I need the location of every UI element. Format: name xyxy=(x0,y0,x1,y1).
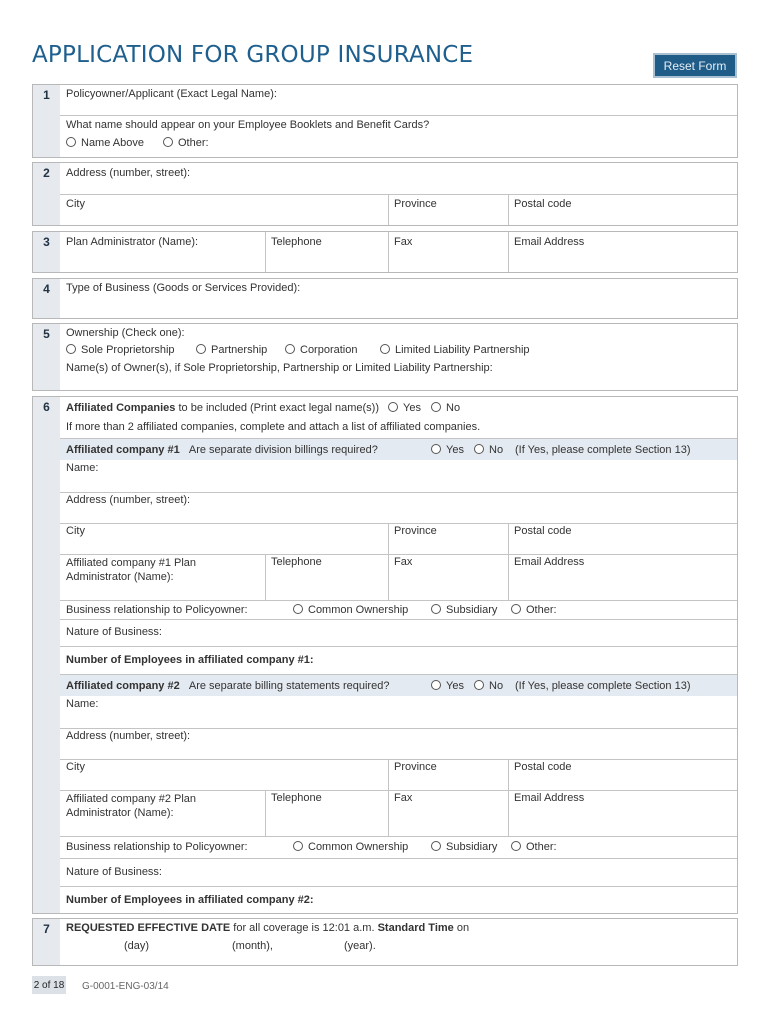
page-number: 2 of 18 xyxy=(32,976,66,994)
section-number: 6 xyxy=(43,400,50,414)
affiliated-companies-heading: Affiliated Companies xyxy=(66,402,176,414)
policyowner-name-field[interactable]: Policyowner/Applicant (Exact Legal Name): xyxy=(66,88,277,100)
company2-telephone-field[interactable]: Telephone xyxy=(271,792,322,804)
company2-email-field[interactable]: Email Address xyxy=(514,792,585,804)
section-2 xyxy=(32,162,738,226)
company1-common-ownership-radio[interactable] xyxy=(293,604,303,614)
fax-field[interactable]: Fax xyxy=(394,236,413,248)
company2-no-radio[interactable] xyxy=(474,680,484,690)
page-title: APPLICATION FOR GROUP INSURANCE xyxy=(32,42,474,68)
affiliated-companies-text: to be included (Print exact legal name(s)) xyxy=(178,402,380,414)
sole-proprietorship-label: Sole Proprietorship xyxy=(81,344,175,356)
company2-nature-field[interactable]: Nature of Business: xyxy=(66,866,162,878)
telephone-field[interactable]: Telephone xyxy=(271,236,322,248)
company2-fax-field[interactable]: Fax xyxy=(394,792,413,804)
affiliated-yes-radio[interactable] xyxy=(388,402,398,412)
section-number: 2 xyxy=(43,166,50,180)
section-7 xyxy=(32,918,738,966)
affiliated-yes-label: Yes xyxy=(403,402,421,414)
company1-admin-label[interactable]: Affiliated company #1 Plan Administrator (Name): xyxy=(66,557,197,583)
company2-name-field[interactable]: Name: xyxy=(66,698,99,710)
company1-subsidiary-radio[interactable] xyxy=(431,604,441,614)
company1-relationship-label: Business relationship to Policyowner: xyxy=(66,604,248,616)
section-3 xyxy=(32,231,738,273)
company2-common-ownership-label: Common Ownership xyxy=(308,841,409,853)
company2-subsidiary-label: Subsidiary xyxy=(446,841,498,853)
sole-proprietorship-radio[interactable] xyxy=(66,344,76,354)
booklet-name-question: What name should appear on your Employee Booklets and Benefit Cards? xyxy=(66,119,430,131)
llp-label: Limited Liability Partnership xyxy=(395,344,530,356)
company1-yes-label: Yes xyxy=(446,444,464,456)
section-number: 7 xyxy=(43,922,50,936)
company2-other-radio[interactable] xyxy=(511,841,521,851)
month-field[interactable]: (month), xyxy=(232,940,273,952)
section-number: 1 xyxy=(43,88,50,102)
company1-city-field[interactable]: City xyxy=(66,525,85,537)
name-above-radio[interactable] xyxy=(66,137,76,147)
owner-names-field[interactable]: Name(s) of Owner(s), if Sole Proprietorship, Partnership or Limited Liability Partnership: xyxy=(66,362,493,374)
company2-subsidiary-radio[interactable] xyxy=(431,841,441,851)
company1-other-label: Other: xyxy=(526,604,557,616)
corporation-radio[interactable] xyxy=(285,344,295,354)
effective-date-heading: REQUESTED EFFECTIVE DATE xyxy=(66,922,231,934)
type-of-business-field[interactable]: Type of Business (Goods or Services Provided): xyxy=(66,282,301,294)
section-number: 3 xyxy=(43,235,50,249)
partnership-label: Partnership xyxy=(211,344,268,356)
affiliated-no-label: No xyxy=(446,402,461,414)
company2-relationship-label: Business relationship to Policyowner: xyxy=(66,841,248,853)
other-name-radio[interactable] xyxy=(163,137,173,147)
corporation-label: Corporation xyxy=(300,344,358,356)
city-field[interactable]: City xyxy=(66,198,85,210)
effective-date-on: on xyxy=(456,922,470,934)
year-field[interactable]: (year). xyxy=(344,940,376,952)
company1-no-radio[interactable] xyxy=(474,444,484,454)
company2-section13-note: (If Yes, please complete Section 13) xyxy=(515,680,691,692)
company1-other-radio[interactable] xyxy=(511,604,521,614)
ownership-label: Ownership (Check one): xyxy=(66,327,185,339)
section-number: 5 xyxy=(43,327,50,341)
partnership-radio[interactable] xyxy=(196,344,206,354)
company2-heading: Affiliated company #2 xyxy=(66,680,180,692)
other-name-label: Other: xyxy=(178,137,209,149)
company2-postal-field[interactable]: Postal code xyxy=(514,761,572,773)
company1-billing-question: Are separate division billings required? xyxy=(188,444,378,456)
company2-admin-label[interactable]: Affiliated company #2 Plan Administrator (Name): xyxy=(66,793,197,819)
form-code: G-0001-ENG-03/14 xyxy=(82,981,169,992)
company1-fax-field[interactable]: Fax xyxy=(394,556,413,568)
name-above-label: Name Above xyxy=(81,137,144,149)
address-field[interactable]: Address (number, street): xyxy=(66,167,191,179)
llp-radio[interactable] xyxy=(380,344,390,354)
company2-billing-question: Are separate billing statements required? xyxy=(188,680,390,692)
province-field[interactable]: Province xyxy=(394,198,437,210)
company2-yes-radio[interactable] xyxy=(431,680,441,690)
company1-province-field[interactable]: Province xyxy=(394,525,437,537)
section-number: 4 xyxy=(43,282,50,296)
company2-address-field[interactable]: Address (number, street): xyxy=(66,730,191,742)
company2-other-label: Other: xyxy=(526,841,557,853)
company1-common-ownership-label: Common Ownership xyxy=(308,604,409,616)
section-1 xyxy=(32,84,738,158)
more-than-two-note: If more than 2 affiliated companies, complete and attach a list of affiliated companies. xyxy=(66,421,481,433)
company1-address-field[interactable]: Address (number, street): xyxy=(66,494,191,506)
company1-no-label: No xyxy=(489,444,504,456)
section-6 xyxy=(32,396,738,914)
company1-employees-field[interactable]: Number of Employees in affiliated company #1: xyxy=(66,654,314,666)
company2-employees-field[interactable]: Number of Employees in affiliated company #2: xyxy=(66,894,314,906)
company1-email-field[interactable]: Email Address xyxy=(514,556,585,568)
plan-administrator-field[interactable]: Plan Administrator (Name): xyxy=(66,236,199,248)
company2-no-label: No xyxy=(489,680,504,692)
company1-section13-note: (If Yes, please complete Section 13) xyxy=(515,444,691,456)
company1-name-field[interactable]: Name: xyxy=(66,462,99,474)
company1-postal-field[interactable]: Postal code xyxy=(514,525,572,537)
section-4 xyxy=(32,278,738,319)
company2-common-ownership-radio[interactable] xyxy=(293,841,303,851)
email-field[interactable]: Email Address xyxy=(514,236,585,248)
company2-yes-label: Yes xyxy=(446,680,464,692)
company1-telephone-field[interactable]: Telephone xyxy=(271,556,322,568)
company1-heading: Affiliated company #1 xyxy=(66,444,180,456)
affiliated-no-radio[interactable] xyxy=(431,402,441,412)
company1-yes-radio[interactable] xyxy=(431,444,441,454)
postal-code-field[interactable]: Postal code xyxy=(514,198,572,210)
company1-nature-field[interactable]: Nature of Business: xyxy=(66,626,162,638)
reset-form-button[interactable]: Reset Form xyxy=(653,53,737,78)
standard-time-label: Standard Time xyxy=(377,922,454,934)
day-field[interactable]: (day) xyxy=(124,940,150,952)
section-5 xyxy=(32,323,738,391)
company2-province-field[interactable]: Province xyxy=(394,761,437,773)
company2-city-field[interactable]: City xyxy=(66,761,85,773)
company1-subsidiary-label: Subsidiary xyxy=(446,604,498,616)
effective-date-text: for all coverage is 12:01 a.m. xyxy=(233,922,375,934)
